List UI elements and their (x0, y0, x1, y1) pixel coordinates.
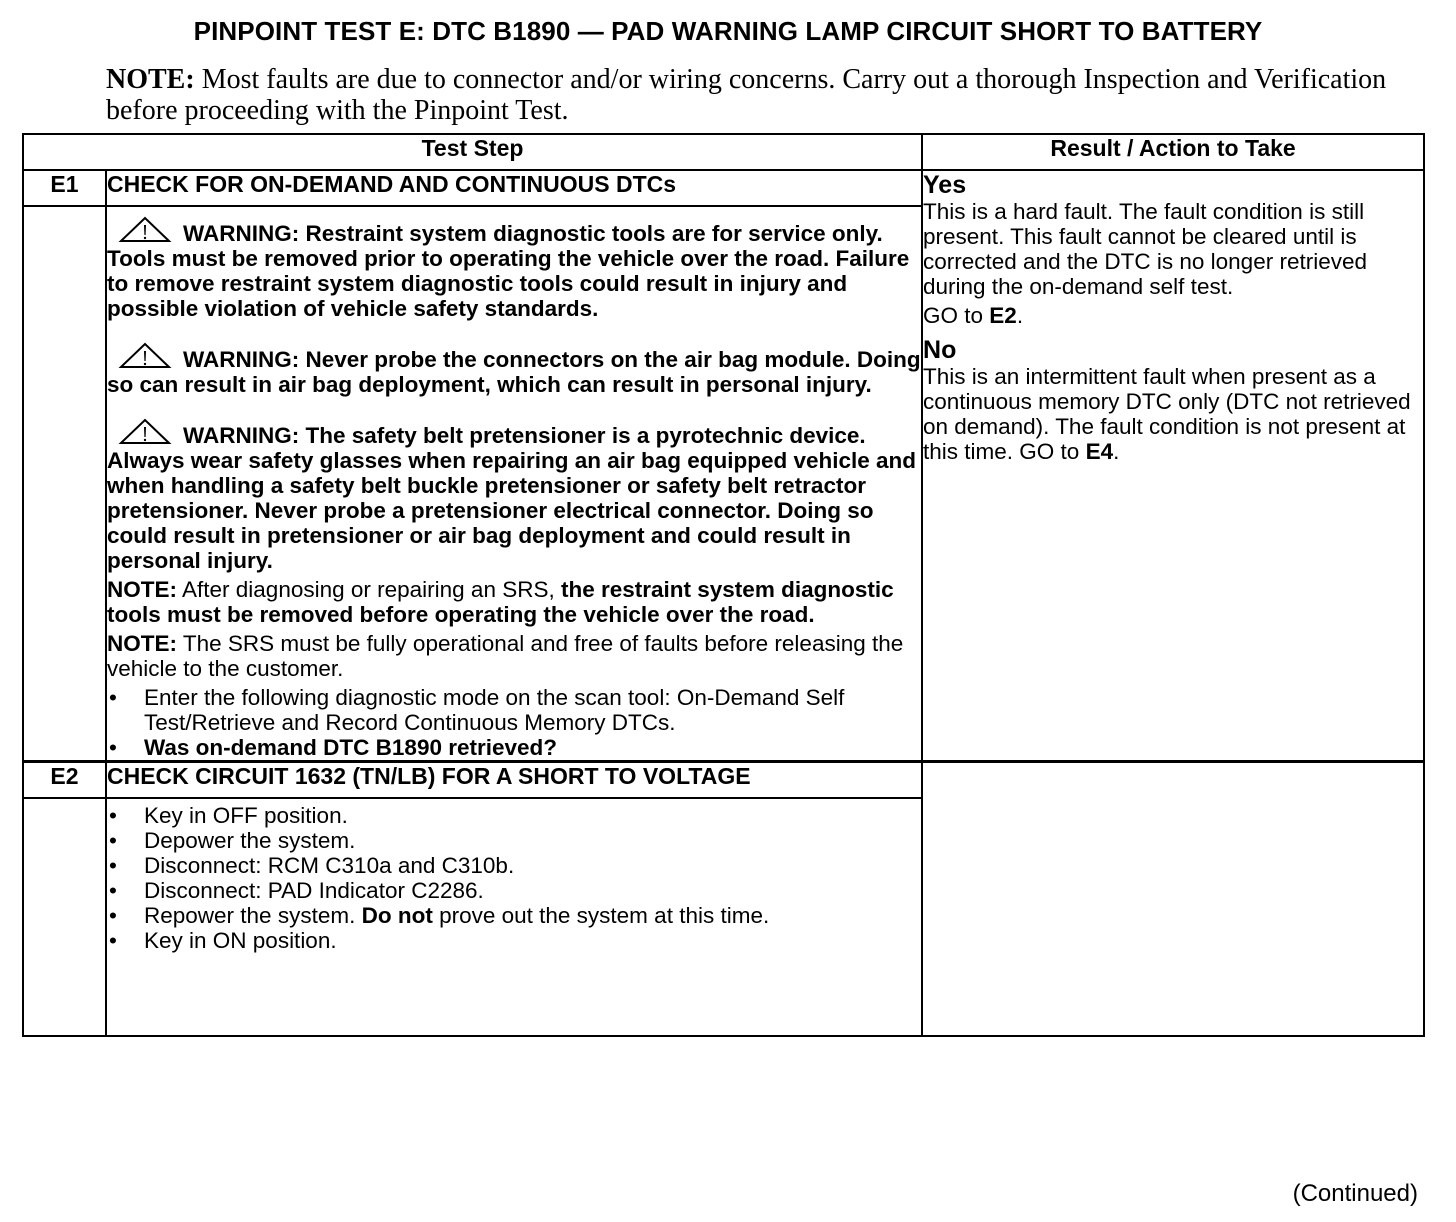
step-e1-result (922, 170, 1424, 762)
intro-note-text: Most faults are due to connector and/or wiring concerns. Carry out a thorough Inspection and Verification before proceeding with the Pinpoint Test. (106, 64, 1387, 126)
list-item (107, 803, 921, 828)
bullet-icon: • (109, 878, 117, 903)
note-1-text: After diagnosing or repairing an SRS, (177, 577, 561, 602)
warning-1-text: WARNING: Restraint system diagnostic tools are for service only. Tools must be removed prior to operating the vehicle over the road. Failure to remove restraint system diagnostic tools could result in injury and possible violation of vehicle safety standards. (107, 221, 910, 321)
list-item (107, 928, 921, 953)
result-yes-text: This is a hard fault. The fault condition is still present. This fault cannot be cleared until is corrected and the DTC is no longer retrieved during the on-demand self test. (923, 199, 1367, 299)
intro-note-label: NOTE: (106, 64, 195, 95)
note-1-bold-text: the restraint system diagnostic tools must be removed before operating the vehicle over the road. (107, 577, 894, 627)
result-no-text (923, 364, 1423, 464)
step-e1-title: CHECK FOR ON-DEMAND AND CONTINUOUS DTCs (106, 170, 922, 206)
step-e1-body (106, 206, 922, 762)
step-e1-question: Was on-demand DTC B1890 retrieved? (144, 735, 558, 760)
warning-triangle-icon (117, 341, 173, 369)
list-item (107, 735, 921, 760)
bullet-icon: • (109, 803, 117, 828)
step-e1-id-blank (23, 206, 106, 762)
result-yes-goto (923, 303, 1423, 328)
step-e2-bullets (107, 803, 921, 953)
step-e2-id-blank (23, 798, 106, 1036)
list-item-text: Key in ON position. (144, 928, 337, 953)
result-no-body: This is an intermittent fault when present as a continuous memory DTC only (DTC not retrieved on demand). The fault condition is not present at this time. GO to (923, 364, 1411, 464)
note-2-label: NOTE: (107, 631, 177, 656)
warning-3-text: WARNING: The safety belt pretensioner is a pyrotechnic device. Always wear safety glasses when repairing an air bag equipped vehicle and when handling a safety belt buckle pretensioner or safety belt retractor pretensioner. Never probe a pretensioner electrical connector. Doing so could result in pretensioner or air bag deployment and could result in personal injury. (107, 423, 917, 573)
bullet-icon: • (109, 735, 117, 760)
result-yes-goto-step: E2 (989, 303, 1017, 328)
bullet-icon: • (109, 828, 117, 853)
step-e1-bullets (107, 685, 921, 760)
note-2 (107, 631, 921, 681)
step-e2-result (922, 762, 1424, 1037)
step-e2-id: E2 (23, 762, 106, 799)
warning-triangle-icon (117, 215, 173, 243)
step-e2-body (106, 798, 922, 1036)
result-no-goto-step: E4 (1085, 439, 1114, 464)
result-no-goto-suffix: . (1113, 439, 1120, 464)
step-e2-title: CHECK CIRCUIT 1632 (TN/LB) FOR A SHORT TO VOLTAGE (106, 762, 922, 799)
list-item (107, 685, 921, 735)
list-item-text: Repower the system. (144, 903, 362, 928)
warning-triangle-icon (117, 417, 173, 445)
warning-2 (107, 341, 921, 397)
pinpoint-test-table (22, 133, 1425, 1037)
list-item-text: Disconnect: PAD Indicator C2286. (144, 878, 484, 903)
page-title: PINPOINT TEST E: DTC B1890 — PAD WARNING LAMP CIRCUIT SHORT TO BATTERY (193, 16, 1263, 46)
warning-2-text: WARNING: Never probe the connectors on the air bag module. Doing so can result in air bag deployment, which can result in personal injury. (107, 347, 921, 397)
list-item-text: prove out the system at this time. (432, 903, 770, 928)
intro-note (106, 64, 1406, 126)
warning-3 (107, 417, 921, 573)
warning-1 (107, 215, 921, 321)
bullet-icon: • (109, 928, 117, 953)
header-test-step: Test Step (23, 134, 922, 170)
result-yes-goto-suffix: . (1016, 303, 1024, 328)
step-e1-id: E1 (23, 170, 106, 206)
list-item-text: Enter the following diagnostic mode on the scan tool: On-Demand Self Test/Retrieve and Record Continuous Memory DTCs. (144, 685, 845, 735)
note-1 (107, 577, 921, 627)
bullet-icon: • (109, 903, 117, 928)
list-item (107, 853, 921, 878)
bullet-icon: • (109, 685, 117, 710)
note-2-text: The SRS must be fully operational and free of faults before releasing the vehicle to the customer. (107, 631, 904, 681)
result-yes-goto-prefix: GO to (923, 303, 990, 328)
list-item (107, 903, 921, 928)
bullet-icon: • (109, 853, 117, 878)
result-no-label: No (923, 336, 957, 364)
list-item-text: Key in OFF position. (144, 803, 348, 828)
result-yes-label: Yes (923, 171, 967, 199)
list-item (107, 878, 921, 903)
list-item-text: Depower the system. (144, 828, 356, 853)
header-result: Result / Action to Take (922, 134, 1424, 170)
list-item-bold-text: Do not (361, 903, 433, 928)
list-item-text: Disconnect: RCM C310a and C310b. (144, 853, 515, 878)
continued-label: (Continued) (1292, 1180, 1418, 1207)
note-1-label: NOTE: (107, 577, 177, 602)
list-item (107, 828, 921, 853)
